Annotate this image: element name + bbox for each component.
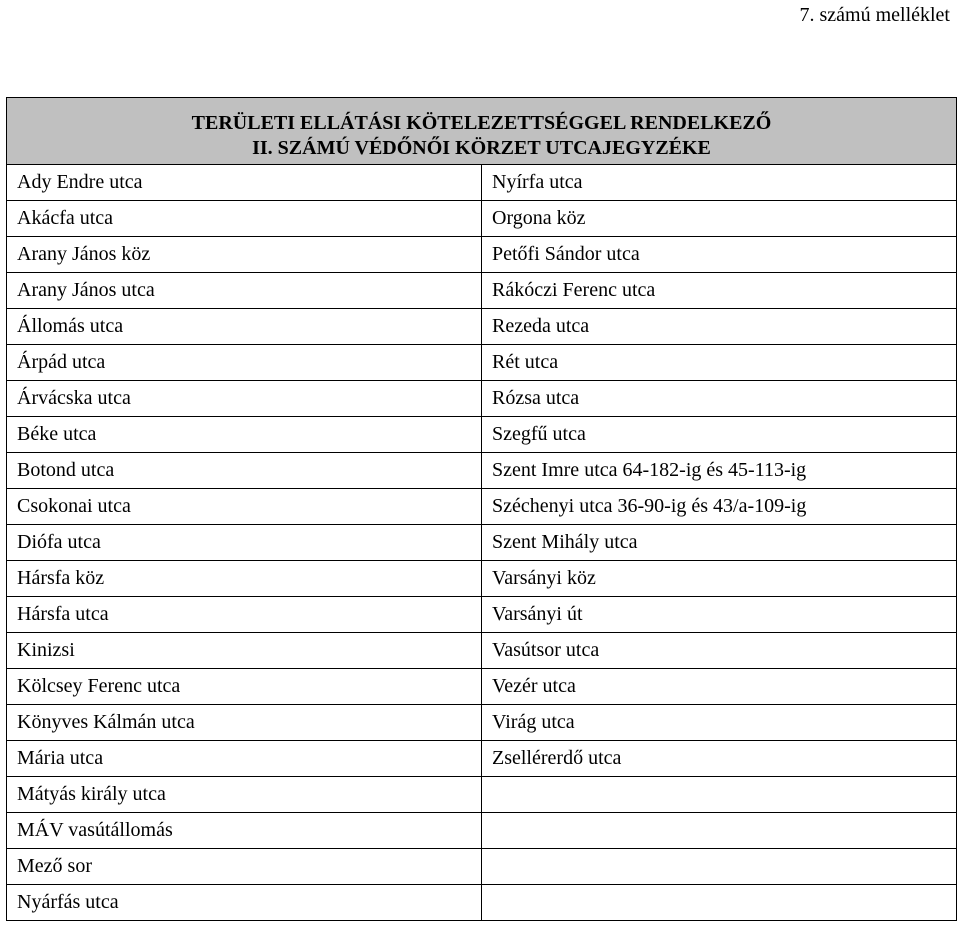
table-row (7, 237, 957, 273)
table-row (7, 633, 957, 669)
street-cell-left: MÁV vasútállomás (7, 813, 482, 849)
street-cell-left: Botond utca (7, 453, 482, 489)
table-title-line-2: II. SZÁMÚ VÉDŐNŐI KÖRZET UTCAJEGYZÉKE (252, 137, 711, 159)
table-row (7, 309, 957, 345)
street-cell-right (482, 849, 957, 885)
street-cell-left: Akácfa utca (7, 201, 482, 237)
street-cell-left: Könyves Kálmán utca (7, 705, 482, 741)
street-cell-left: Kinizsi (7, 633, 482, 669)
table-row (7, 525, 957, 561)
street-cell-right: Orgona köz (482, 201, 957, 237)
street-cell-right: Virág utca (482, 705, 957, 741)
street-cell-left: Csokonai utca (7, 489, 482, 525)
table-row (7, 813, 957, 849)
street-cell-left: Béke utca (7, 417, 482, 453)
street-cell-left: Hársfa köz (7, 561, 482, 597)
street-cell-right: Szegfű utca (482, 417, 957, 453)
street-cell-right: Rózsa utca (482, 381, 957, 417)
table-row (7, 165, 957, 201)
street-cell-right: Vasútsor utca (482, 633, 957, 669)
street-cell-right: Nyírfa utca (482, 165, 957, 201)
table-row (7, 705, 957, 741)
table-row (7, 381, 957, 417)
street-cell-left: Hársfa utca (7, 597, 482, 633)
table-row (7, 345, 957, 381)
table-row (7, 849, 957, 885)
street-cell-right: Varsányi út (482, 597, 957, 633)
table-row (7, 273, 957, 309)
street-cell-left: Mező sor (7, 849, 482, 885)
table-title-line-1: TERÜLETI ELLÁTÁSI KÖTELEZETTSÉGGEL RENDELKEZŐ (191, 112, 772, 134)
street-cell-right: Zsellérerdő utca (482, 741, 957, 777)
street-cell-right: Szent Mihály utca (482, 525, 957, 561)
street-cell-left: Árpád utca (7, 345, 482, 381)
annex-label: 7. számú melléklet (799, 4, 950, 26)
street-list-table (6, 97, 957, 921)
street-cell-right: Petőfi Sándor utca (482, 237, 957, 273)
street-cell-right: Széchenyi utca 36-90-ig és 43/a-109-ig (482, 489, 957, 525)
table-row (7, 201, 957, 237)
street-cell-left: Mária utca (7, 741, 482, 777)
table-title (7, 98, 957, 165)
street-cell-right: Szent Imre utca 64-182-ig és 45-113-ig (482, 453, 957, 489)
street-cell-left: Állomás utca (7, 309, 482, 345)
street-cell-right (482, 885, 957, 921)
table-row (7, 885, 957, 921)
street-cell-right: Varsányi köz (482, 561, 957, 597)
table-row (7, 669, 957, 705)
table-row (7, 417, 957, 453)
table-row (7, 777, 957, 813)
table-row (7, 741, 957, 777)
street-cell-left: Nyárfás utca (7, 885, 482, 921)
table-row (7, 453, 957, 489)
table-row (7, 561, 957, 597)
street-cell-left: Ady Endre utca (7, 165, 482, 201)
street-cell-left: Árvácska utca (7, 381, 482, 417)
street-cell-left: Mátyás király utca (7, 777, 482, 813)
street-cell-left: Arany János köz (7, 237, 482, 273)
street-cell-right (482, 813, 957, 849)
street-cell-right: Rét utca (482, 345, 957, 381)
street-cell-right: Rákóczi Ferenc utca (482, 273, 957, 309)
table-row (7, 489, 957, 525)
street-cell-left: Arany János utca (7, 273, 482, 309)
street-cell-right: Vezér utca (482, 669, 957, 705)
street-cell-left: Diófa utca (7, 525, 482, 561)
table-row (7, 597, 957, 633)
street-cell-left: Kölcsey Ferenc utca (7, 669, 482, 705)
table-header-row (7, 98, 957, 165)
street-cell-right: Rezeda utca (482, 309, 957, 345)
street-cell-right (482, 777, 957, 813)
